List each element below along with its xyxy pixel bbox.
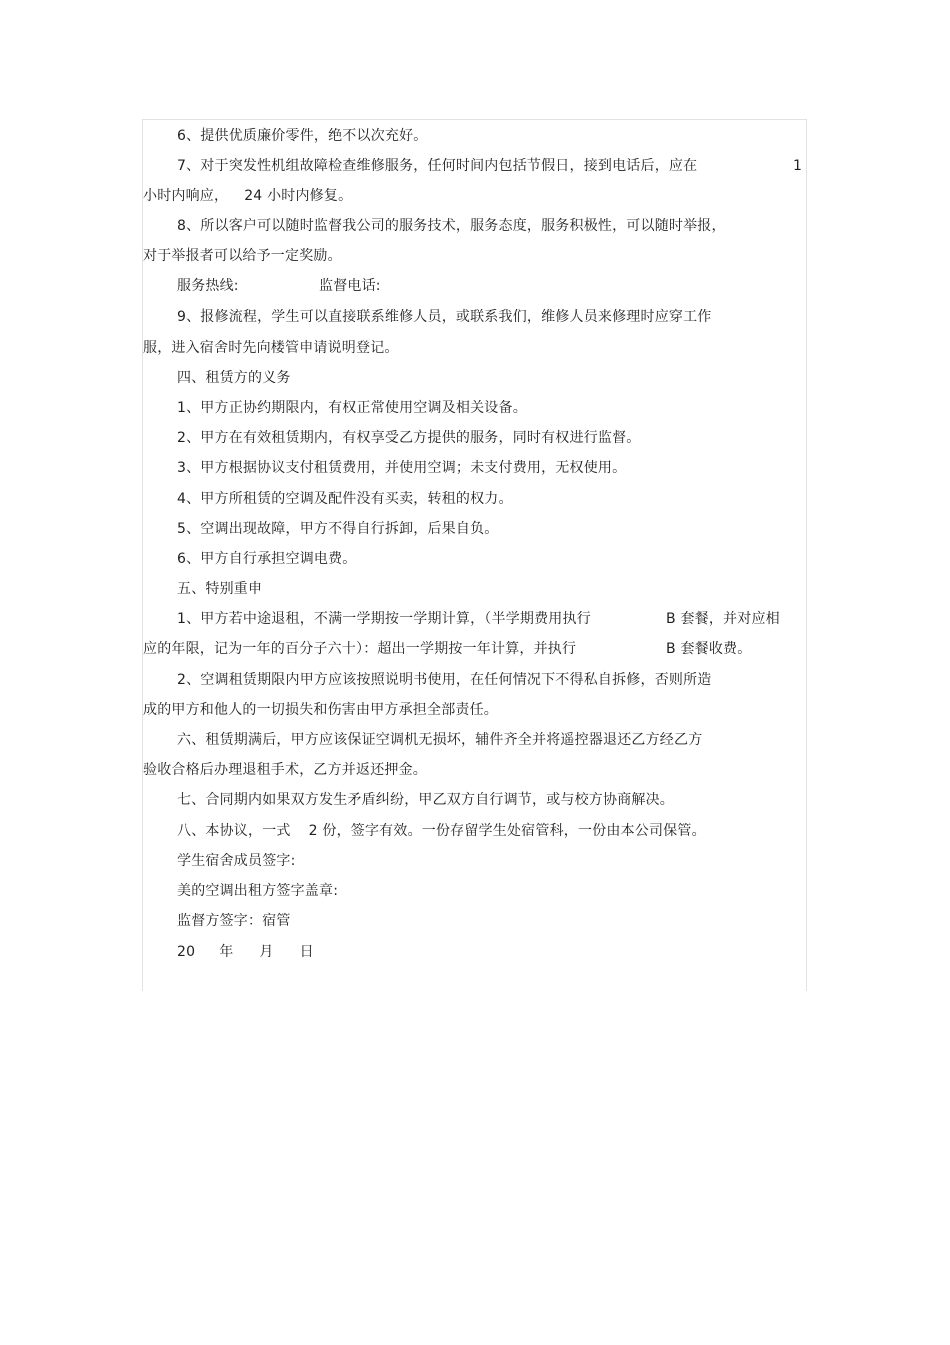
- section-5-item-2-line-2: 成的甲方和他人的一切损失和伤害由甲方承担全部责任。: [143, 702, 498, 718]
- section-4-item-5: 5、空调出现故障，甲方不得自行拆卸，后果自负。: [177, 521, 499, 537]
- supervision-phone-label: 监督电话:: [319, 278, 381, 294]
- clause-9-line-2: 服，进入宿舍时先向楼管申请说明登记。: [143, 340, 399, 356]
- section-6-line-2: 验收合格后办理退租手术，乙方并返还押金。: [143, 762, 427, 778]
- section-4-item-1: 1、甲方正协约期限内，有权正常使用空调及相关设备。: [177, 400, 527, 416]
- section-8-text: [177, 821, 706, 841]
- section-8-copies: 2 份，签字有效。一份存留学生处宿管科，一份由本公司保管。: [308, 823, 706, 839]
- service-hotline-label: 服务热线:: [177, 278, 239, 294]
- clause-8-line-2: 对于举报者可以给予一定奖励。: [143, 248, 342, 264]
- date-month-label: 月: [259, 944, 274, 960]
- clause-6-text: 6、提供优质廉价零件，绝不以次充好。: [177, 128, 428, 144]
- response-time-text: 小时内响应，: [143, 188, 229, 204]
- section-8-prefix: 八、本协议，一式: [177, 823, 291, 839]
- section-4-item-3: 3、甲方根据协议支付租赁费用，并使用空调；未支付费用，无权使用。: [177, 460, 627, 476]
- section-7-text: 七、合同期内如果双方发生矛盾纠纷，甲乙双方自行调节，或与校方协商解决。: [177, 792, 674, 808]
- section-6-line-1: 六、租赁期满后，甲方应该保证空调机无损坏，辅件齐全并将遥控器退还乙方经乙方: [177, 732, 703, 748]
- supervisor-signature-label: 监督方签字：宿管: [177, 913, 291, 929]
- date-day-label: 日: [299, 944, 314, 960]
- section-4-item-6: 6、甲方自行承担空调电费。: [177, 551, 357, 567]
- section-5-item-2-line-1: 2、空调租赁期限内甲方应该按照说明书使用，在任何情况下不得私自拆修，否则所造: [177, 672, 712, 688]
- dorm-member-signature-label: 学生宿舍成员签字:: [177, 853, 296, 869]
- clause-7-hours-number: 1: [793, 158, 803, 174]
- date-line: [177, 942, 314, 962]
- section-4-heading: 四、租赁方的义务: [177, 370, 291, 386]
- lessor-signature-label: 美的空调出租方签字盖章:: [177, 883, 339, 899]
- clause-7-line-2: [143, 186, 352, 206]
- clause-9-line-1: 9、报修流程，学生可以直接联系维修人员，或联系我们，维修人员来修理时应穿工作: [177, 309, 712, 325]
- section-5-item-1-line-1b: B 套餐，并对应相: [666, 611, 780, 627]
- repair-time-text: 24 小时内修复。: [244, 188, 353, 204]
- date-year-label: 年: [219, 944, 234, 960]
- section-5-item-1-line-2b: B 套餐收费。: [666, 641, 752, 657]
- section-5-heading: 五、特别重申: [177, 581, 263, 597]
- section-4-item-4: 4、甲方所租赁的空调及配件没有买卖，转租的权力。: [177, 491, 513, 507]
- clause-8-line-1: 8、所以客户可以随时监督我公司的服务技术，服务态度，服务积极性，可以随时举报，: [177, 218, 726, 234]
- section-5-item-1-line-1a: 1、甲方若中途退租，不满一学期按一学期计算，（半学期费用执行: [177, 611, 591, 627]
- section-5-item-1-line-2a: 应的年限，记为一年的百分子六十）：超出一学期按一年计算，并执行: [143, 641, 577, 657]
- clause-7-line-1: 7、对于突发性机组故障检查维修服务，任何时间内包括节假日，接到电话后，应在: [177, 158, 698, 174]
- section-4-item-2: 2、甲方在有效租赁期内，有权享受乙方提供的服务，同时有权进行监督。: [177, 430, 641, 446]
- date-year-prefix: 20: [177, 944, 196, 960]
